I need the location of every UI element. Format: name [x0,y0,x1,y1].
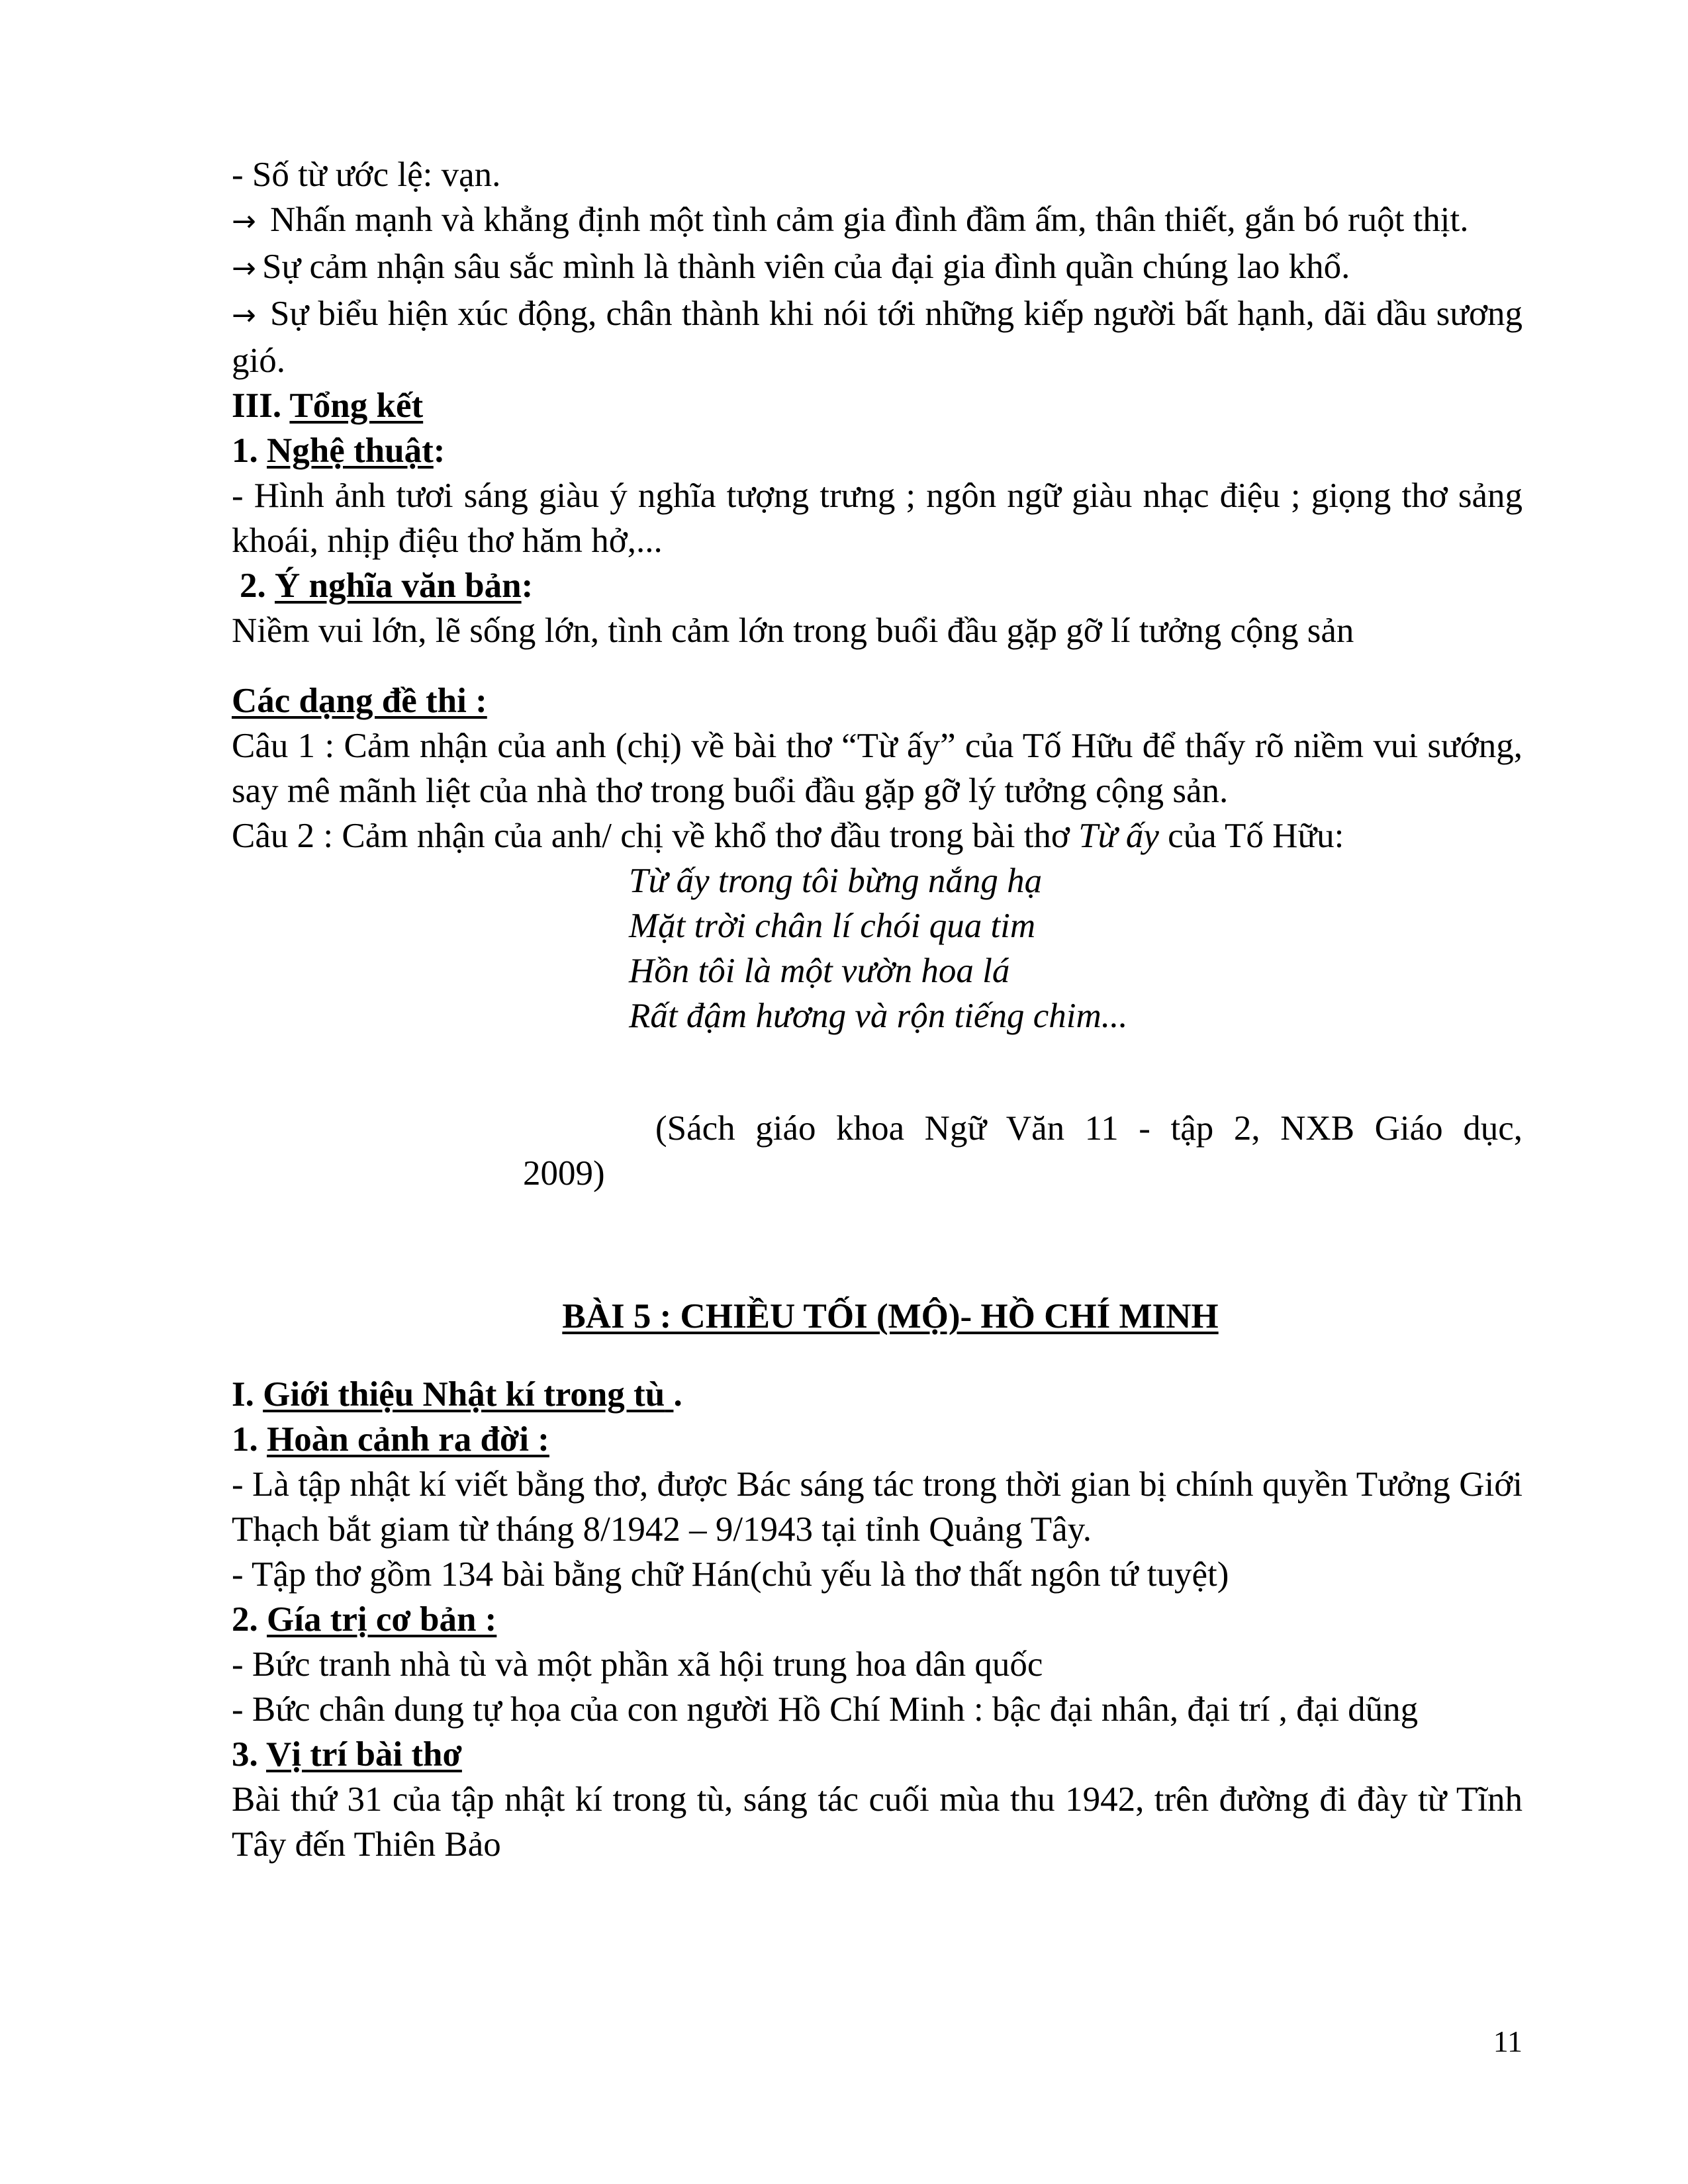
spacer [232,1339,1523,1372]
heading-text: Tổng kết [289,387,424,425]
text-line: - Hình ảnh tươi sáng giàu ý nghĩa tượng trưng ; ngôn ngữ giàu nhạc điệu ; giọng thơ sảng khoái, nhịp điệu thơ hăm hở,... [232,477,1523,560]
right-arrow-icon: → [232,251,256,285]
heading-number: 1. [232,432,258,470]
heading-number: 3. [232,1735,258,1774]
heading-text: Ý nghĩa văn bản [275,567,522,605]
text-line: Câu 2 : Cảm nhận của anh/ chị về khổ thơ đầu trong bài thơ [232,817,1079,855]
spacer [232,653,1523,678]
question-2 [232,813,1523,858]
spacer [232,1038,1523,1106]
heading-number: 2. [232,1600,258,1639]
poem-line-text: Hồn tôi là một vườn hoa lá [629,952,1010,990]
paragraph [232,244,1523,291]
paragraph [232,1777,1523,1867]
subsection-heading [232,1417,1523,1462]
source-citation [232,1151,1523,1196]
poem-line-text: Từ ấy trong tôi bừng nắng hạ [629,862,1043,900]
heading-text: Hoàn cảnh ra đời : [267,1420,549,1459]
paragraph [232,1462,1523,1552]
exam-heading [232,678,1523,723]
heading-number: III. [232,387,282,425]
text-line: - Là tập nhật kí viết bằng thơ, được Bác sáng tác trong thời gian bị chính quyền Tưởng Giới Thạch bắt giam từ tháng 8/1942 – 9/1943 tại tỉnh Quảng Tây. [232,1465,1523,1549]
document-page [232,152,1523,1867]
paragraph [232,1642,1523,1687]
heading-text: Các dạng đề thi : [232,682,487,720]
text-line: Nhấn mạnh và khẳng định một tình cảm gia đình đầm ấm, thân thiết, gắn bó ruột thịt. [270,201,1469,239]
paragraph [232,197,1523,244]
paragraph [232,291,1523,383]
heading-period: . [673,1375,682,1414]
paragraph [232,608,1523,653]
heading-number: I. [232,1375,254,1414]
heading-colon: : [433,432,445,470]
text-line: Sự biểu hiện xúc động, chân thành khi nói tới những kiếp người bất hạnh, dãi dầu sương gió. [232,295,1523,380]
poem-line [629,993,1523,1038]
paragraph [232,473,1523,563]
question-1 [232,723,1523,813]
heading-number: 1. [232,1420,258,1459]
paragraph [232,152,1523,197]
lesson-title [232,1294,1523,1339]
text-line: - Bức chân dung tự họa của con người Hồ Chí Minh : bậc đại nhân, đại trí , đại dũng [232,1690,1419,1729]
text-line: Câu 1 : Cảm nhận của anh (chị) về bài thơ “Từ ấy” của Tố Hữu để thấy rõ niềm vui sướng, say mê mãnh liệt của nhà thơ trong buổi đầu gặp gỡ lý tưởng cộng sản. [232,727,1523,810]
text-line: của Tố Hữu: [1158,817,1344,855]
right-arrow-icon: → [232,298,256,332]
text-line: (Sách giáo khoa Ngữ Văn 11 - tập 2, NXB Giáo dục, [655,1109,1523,1148]
heading-colon: : [521,567,534,605]
page-number: 11 [1493,2025,1523,2058]
heading-number: 2. [240,567,266,605]
spacer [232,1196,1523,1294]
poem-line [629,858,1523,903]
poem-line [629,903,1523,948]
heading-text: Nghệ thuật [267,432,434,470]
text-line: 2009) [523,1154,605,1193]
text-line: - Tập thơ gồm 134 bài bằng chữ Hán(chủ yếu là thơ thất ngôn tứ tuyệt) [232,1555,1229,1594]
poem-line-text: Mặt trời chân lí chói qua tim [629,907,1036,945]
paragraph [232,1687,1523,1732]
text-line: - Số từ ước lệ: vạn. [232,156,501,194]
paragraph [232,1552,1523,1597]
text-line: Niềm vui lớn, lẽ sống lớn, tình cảm lớn trong buổi đầu gặp gỡ lí tưởng cộng sản [232,612,1354,650]
heading-text: Giới thiệu Nhật kí trong tù [263,1375,665,1414]
text-line: - Bức tranh nhà tù và một phần xã hội trung hoa dân quốc [232,1645,1043,1684]
heading-text: Gía trị cơ bản : [267,1600,497,1639]
section-heading [232,383,1523,428]
section-heading [232,1372,1523,1417]
subsection-heading [232,428,1523,473]
poem-title: Từ ấy [1078,817,1159,855]
subsection-heading [232,1597,1523,1642]
right-arrow-icon: → [232,205,256,238]
subsection-heading [232,1732,1523,1777]
text-line: Bài thứ 31 của tập nhật kí trong tù, sáng tác cuối mùa thu 1942, trên đường đi đày từ Tĩnh Tây đến Thiên Bảo [232,1780,1523,1864]
source-citation [232,1106,1523,1151]
poem-line [629,948,1523,993]
text-line: Sự cảm nhận sâu sắc mình là thành viên của đại gia đình quần chúng lao khổ. [262,248,1350,286]
poem-line-text: Rất đậm hương và rộn tiếng chim... [629,997,1128,1035]
heading-text: Vị trí bài thơ [266,1735,462,1774]
heading-text: BÀI 5 : CHIỀU TỐI (MỘ)- HỒ CHÍ MINH [562,1297,1219,1336]
subsection-heading [232,563,1523,608]
